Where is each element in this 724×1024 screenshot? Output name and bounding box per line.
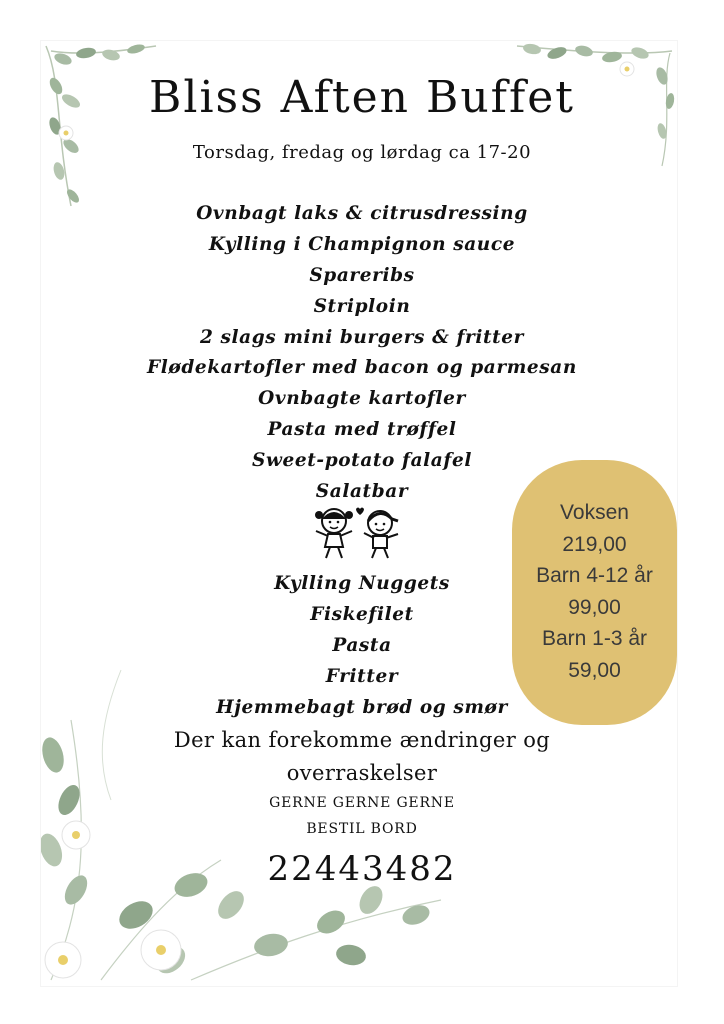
disclaimer-line: Der kan forekomme ændringer og <box>173 728 551 752</box>
kids-menu-item: Fiskefilet <box>310 603 414 625</box>
price-label: Voksen <box>560 501 629 524</box>
kids-menu-item: Kylling Nuggets <box>274 573 450 594</box>
menu-item: Spareribs <box>309 264 415 286</box>
menu-item: Ovnbagte kartofler <box>258 388 466 410</box>
opening-hours: Torsdag, fredag og lørdag ca 17-20 <box>192 142 532 163</box>
price-value: 59,00 <box>568 658 621 682</box>
cta-line: GERNE GERNE GERNE <box>269 795 455 811</box>
cta-line: BESTIL BORD <box>306 821 418 837</box>
menu-item: Pasta med trøffel <box>267 419 457 441</box>
price-value: 219,00 <box>562 532 627 556</box>
kids-menu-item: Fritter <box>325 665 399 687</box>
kids-menu-item: Pasta <box>332 634 392 656</box>
price-box <box>512 460 677 725</box>
price-label: Barn 4-12 år <box>536 564 653 588</box>
disclaimer-line: overraskelser <box>286 761 438 785</box>
menu-item: Sweet-potato falafel <box>252 450 472 472</box>
price-label: Barn 1-3 år <box>541 627 648 651</box>
page-title: Bliss Aften Buffet <box>149 72 575 123</box>
phone-number[interactable]: 22443482 <box>267 849 457 889</box>
menu-item: Striploin <box>313 295 411 317</box>
menu-item: 2 slags mini burgers & fritter <box>200 326 524 348</box>
menu-item: Salatbar <box>315 481 409 503</box>
menu-item: Hjemmebagt brød og smør <box>216 696 508 718</box>
menu-item: Kylling i Champignon sauce <box>208 233 516 255</box>
eucalyptus-leaves-icon <box>41 41 161 211</box>
menu-item: Ovnbagt laks & citrusdressing <box>196 203 528 224</box>
kids-icon <box>306 503 408 561</box>
menu-item: Flødekartofler med bacon og parmesan <box>147 357 577 379</box>
price-value: 99,00 <box>568 595 621 619</box>
